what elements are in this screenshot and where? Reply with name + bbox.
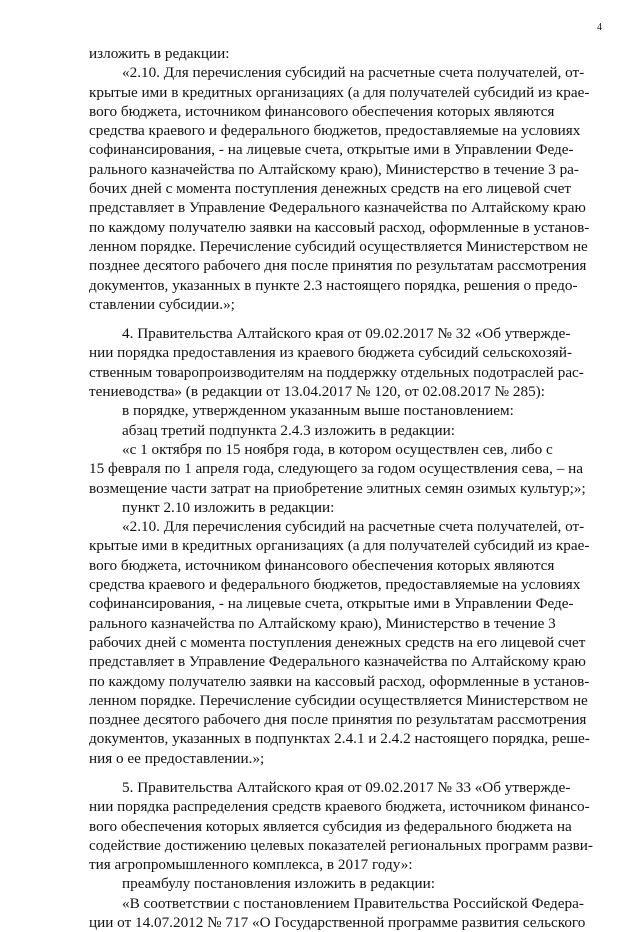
paragraph-preamble-heading: преамбулу постановления изложить в редакции:	[122, 875, 435, 893]
paragraph-clause-heading: пункт 2.10 изложить в редакции:	[122, 498, 335, 516]
paragraph-item-4: 4. Правительства Алтайского края от 09.02.2017 № 32 «Об утвержде- нии порядка предоставления из краевого бюджета субсидий сельскохозяй- ственным товаропроизводителям на поддержку отдельных подотраслей рас- тениеводства» (в редакции от 13.04.2017 № 120, от 02.08.2017 № 285):	[89, 325, 584, 401]
paragraph-sowing-dates: «с 1 октября по 15 ноября года, в котором осуществлен сев, либо с 15 февраля по 1 апреля года, следующего за годом осуществления сева, – на возмещение части затрат на приобретение элитных семян озимых культур;»;	[89, 440, 586, 497]
paragraph-clause-2-10-second: «2.10. Для перечисления субсидий на расчетные счета получателей, от- крытые ими в кредитных организациях (а для получателей субсидий из крае- вого бюджета, источником финансового обеспечения которых являются средства краевого и федерального бюджетов, предоставляемые на условиях софинансирования, - на лицевые счета, открытые ими в Управлении Феде- рального казначейства по Алтайскому краю), Министерство в течение 3 рабочих дней с момента поступления денежных средств на его лицевой счет представляет в Управление Федерального казначейства по Алтайскому краю по каждому получателю заявки на кассовый расход, оформленные в установ- ленном порядке. Перечисление субсидии осуществляется Министерством не позднее десятого рабочего дня после принятия по результатам рассмотрения документов, указанных в подпунктах 2.4.1 и 2.4.2 настоящего порядка, реше- ния о ее предоставлении.»;	[89, 518, 590, 767]
paragraph-clause-2-10-first: «2.10. Для перечисления субсидий на расчетные счета получателей, от- крытые ими в кредитных организациях (а для получателей субсидий из крае- вого бюджета, источником финансового обеспечения которых являются средства краевого и федерального бюджетов, предоставляемые на условиях софинансирования, - на лицевые счета, открытые ими в Управлении Феде- рального казначейства по Алтайскому краю), Министерство в течение 3 ра- бочих дней с момента поступления денежных средств на его лицевой счет представляет в Управление Федерального казначейства по Алтайскому краю по каждому получателю заявки на кассовый расход, оформленные в установ- ленном порядке. Перечисление субсидий осуществляется Министерством не позднее десятого рабочего дня после принятия по результатам рассмотрения документов, указанных в пункте 2.3 настоящего порядка, решения о предо- ставлении субсидии.»;	[89, 64, 590, 313]
paragraph-preamble-text: «В соответствии с постановлением Правительства Российской Федера- ции от 14.07.2012 № 717 «О Государственной программе развития сельского	[89, 894, 586, 932]
document-body	[89, 44, 600, 932]
page-number: 4	[597, 22, 602, 33]
paragraph-intro: изложить в редакции:	[89, 45, 230, 62]
paragraph-item-5: 5. Правительства Алтайского края от 09.02.2017 № 33 «Об утвержде- нии порядка распределения средств краевого бюджета, источником финансо- вого обеспечения которых является субсидия из федерального бюджета на содействие достижению целевых показателей региональных программ разви- тия агропромышленного комплекса, в 2017 году»:	[89, 778, 593, 874]
paragraph-order-note: в порядке, утвержденном указанным выше постановлением:	[122, 402, 514, 420]
paragraph-subclause-heading: абзац третий подпункта 2.4.3 изложить в редакции:	[122, 421, 456, 439]
